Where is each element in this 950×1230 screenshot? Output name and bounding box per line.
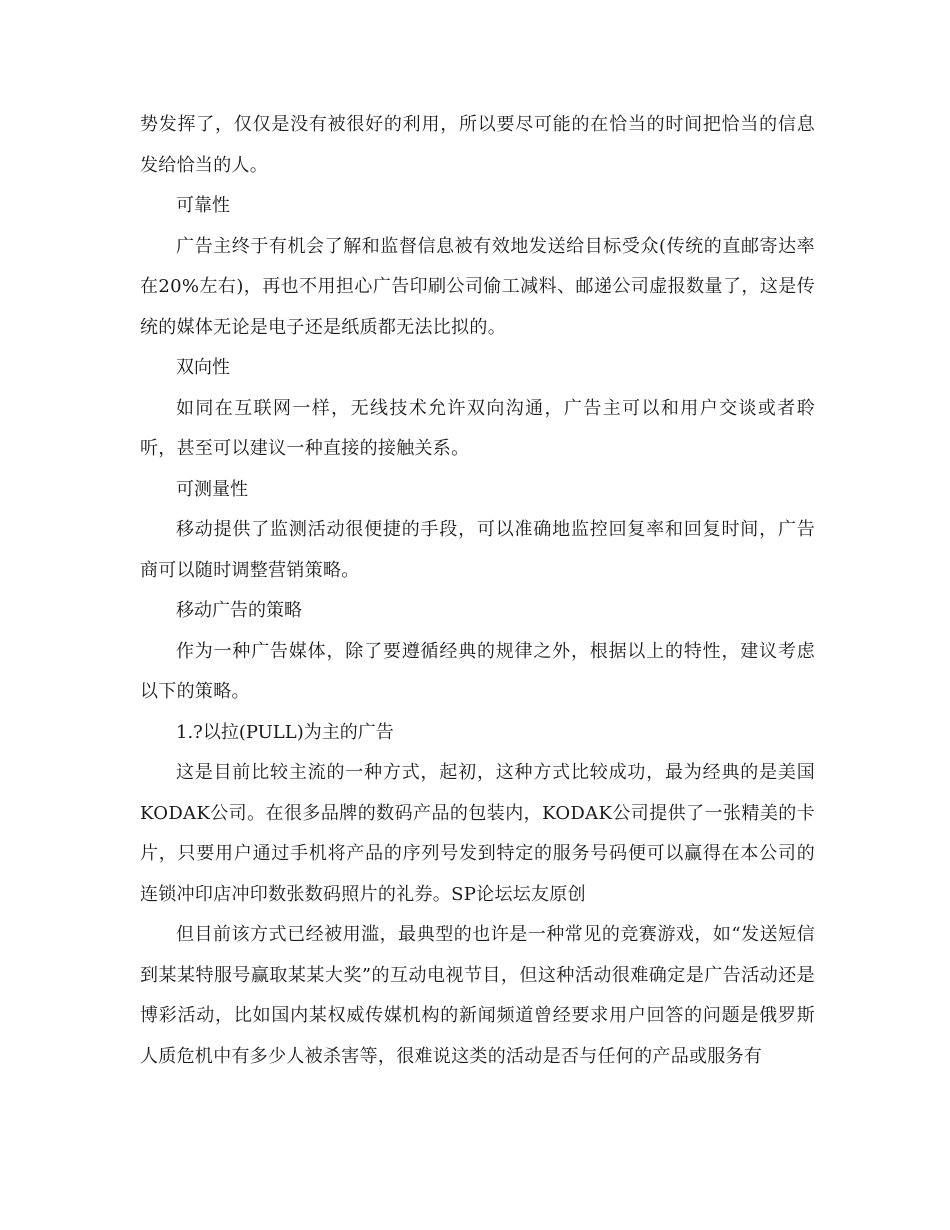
document-body xyxy=(140,105,815,1077)
section-heading: 双向性 xyxy=(176,357,230,378)
section-heading: 移动广告的策略 xyxy=(176,600,302,621)
paragraph: 移动提供了监测活动很便捷的手段，可以准确地监控回复率和回复时间，广告商可以随时调整营销策略。 xyxy=(140,519,815,581)
section-heading: 可测量性 xyxy=(176,478,248,500)
section-heading: 1.?以拉(PULL)为主的广告 xyxy=(176,721,394,743)
paragraph: 势发挥了，仅仅是没有被很好的利用，所以要尽可能的在恰当的时间把恰当的信息发给恰当的人。 xyxy=(140,114,815,176)
paragraph: 作为一种广告媒体，除了要遵循经典的规律之外，根据以上的特性，建议考虑以下的策略。 xyxy=(140,640,815,702)
paragraph: 这是目前比较主流的一种方式，起初，这种方式比较成功，最为经典的是美国KODAK公司。在很多品牌的数码产品的包装内，KODAK公司提供了一张精美的卡片，只要用户通过手机将产品的序列号发到特定的服务号码便可以赢得在本公司的连锁冲印店冲印数张数码照片的礼券。SP论坛坛友原创 xyxy=(140,762,815,905)
paragraph: 如同在互联网一样，无线技术允许双向沟通，广告主可以和用户交谈或者聆听，甚至可以建议一种直接的接触关系。 xyxy=(140,397,815,459)
paragraph: 但目前该方式已经被用滥，最典型的也许是一种常见的竞赛游戏，如“发送短信到某某特服号赢取某某大奖”的互动电视节目，但这种活动很难确定是广告活动还是博彩活动，比如国内某权威传媒机构的新闻频道曾经要求用户回答的问题是俄罗斯人质危机中有多少人被杀害等，很难说这类的活动是否与任何的产品或服务有 xyxy=(140,924,815,1067)
paragraph: 广告主终于有机会了解和监督信息被有效地发送给目标受众(传统的直邮寄达率在20%左右)，再也不用担心广告印刷公司偷工减料、邮递公司虚报数量了，这是传统的媒体无论是电子还是纸质都无法比拟的。 xyxy=(140,235,815,338)
section-heading: 可靠性 xyxy=(176,195,230,216)
